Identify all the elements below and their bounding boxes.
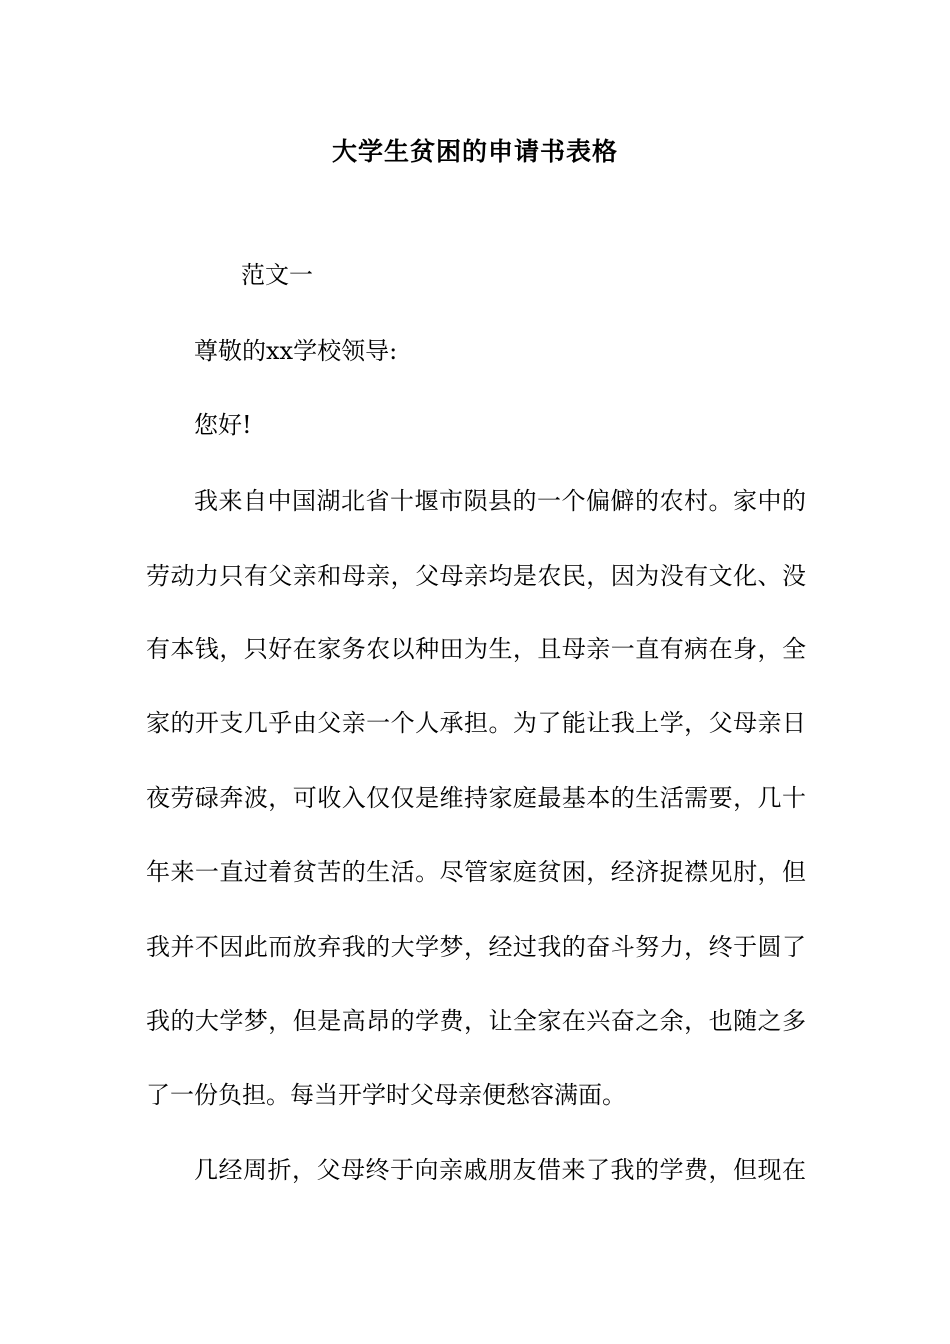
- greeting: 您好!: [194, 411, 252, 439]
- paragraph1-line: 年来一直过着贫苦的生活。尽管家庭贫困，经济捉襟见肘，但: [146, 858, 806, 886]
- document-title: 大学生贫困的申请书表格: [331, 137, 618, 166]
- paragraph1-line: 我并不因此而放弃我的大学梦，经过我的奋斗努力，终于圆了: [146, 933, 806, 961]
- section-heading: 范文一: [241, 261, 313, 289]
- paragraph1-line: 家的开支几乎由父亲一个人承担。为了能让我上学，父母亲日: [146, 709, 806, 737]
- salutation: 尊敬的xx学校领导:: [194, 337, 398, 365]
- paragraph1-line: 我来自中国湖北省十堰市陨县的一个偏僻的农村。家中的: [194, 487, 806, 515]
- paragraph1-line: 劳动力只有父亲和母亲，父母亲均是农民，因为没有文化、没: [146, 562, 806, 590]
- paragraph1-line: 我的大学梦，但是高昂的学费，让全家在兴奋之余，也随之多: [146, 1007, 806, 1035]
- paragraph2-line: 几经周折，父母终于向亲戚朋友借来了我的学费，但现在: [194, 1156, 806, 1184]
- paragraph1-line: 有本钱，只好在家务农以种田为生，且母亲一直有病在身，全: [146, 635, 806, 663]
- paragraph1-line: 了一份负担。每当开学时父母亲便愁容满面。: [146, 1081, 626, 1109]
- paragraph1-line: 夜劳碌奔波，可收入仅仅是维持家庭最基本的生活需要，几十: [146, 784, 806, 812]
